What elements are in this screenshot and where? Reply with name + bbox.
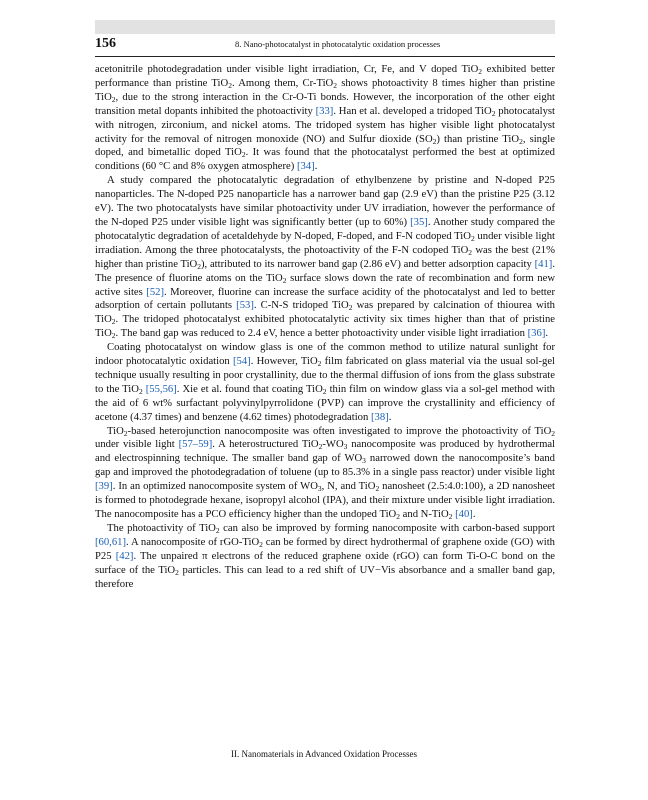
text-run: can be formed by direct hydrothermal of graphene oxide (GO) with P25 <box>95 536 555 562</box>
citation-link[interactable]: [54] <box>232 356 251 368</box>
subscript: 2 <box>375 484 380 494</box>
text-run: . Han et al. developed a tridoped TiO <box>333 105 492 117</box>
subscript: 2 <box>282 275 287 285</box>
subscript: 2 <box>322 386 327 396</box>
citation-link[interactable]: [36] <box>527 328 546 340</box>
subscript: 2 <box>468 247 473 257</box>
subscript: 2 <box>259 539 263 549</box>
text-run: . <box>545 328 549 340</box>
page-header <box>95 36 555 57</box>
text-run: ) than pristine TiO <box>436 133 520 145</box>
text-run: nanocomposite was produced by hydrothermal and electrospinning technique. The smaller band gap of WO <box>95 439 556 465</box>
paragraph <box>95 63 555 174</box>
citation-link[interactable]: [60,61] <box>95 536 127 548</box>
text-run: , single doped, and bimetallic doped TiO <box>95 133 555 159</box>
text-run: . Moreover, fluorine can increase the surface acidity of the photocatalyst and led to better adsorption of certain pollutants <box>95 286 555 312</box>
text-run: particles. This can lead to a red shift of UV−Vis absorbance and a smaller band gap, therefore <box>95 564 556 590</box>
text-run: . In an optimized nanocomposite system of WO <box>112 481 318 493</box>
paragraph <box>95 522 555 592</box>
text-run: . <box>314 161 318 173</box>
text-run: . Xie et al. found that coating TiO <box>176 383 323 395</box>
text-run: under visible light irradiation. Among the three photocatalysts, the photoactivity of the F-N codoped TiO <box>95 230 555 256</box>
text-run: under visible light <box>95 439 179 451</box>
text-run: can also be improved by forming nanocomposite with carbon-based support <box>219 522 555 534</box>
subscript: 2 <box>111 331 116 341</box>
running-title: 8. Nano-photocatalyst in photocatalytic oxidation processes <box>235 39 441 49</box>
subscript: 2 <box>432 136 437 146</box>
paragraph <box>95 341 555 424</box>
text-run: . The presence of fluorine atoms on the TiO <box>95 258 555 284</box>
subscript: 2 <box>470 233 475 243</box>
text-run: narrowed down the nanocomposite’s band gap and improved the photodegradation of toluene (up to 85.3% in a single pass reactor) under visible light <box>95 453 555 479</box>
subscript: 2 <box>333 80 337 90</box>
text-run: . <box>472 509 476 520</box>
text-run: -based heterojunction nanocomposite was often investigated to improve the photoactivity of TiO <box>127 425 552 437</box>
citation-link[interactable]: [55,56] <box>145 383 177 395</box>
subscript: 2 <box>215 525 220 535</box>
text-run: shows photoactivity 8 times higher than pristine TiO <box>95 77 555 103</box>
text-run: . It was found that the photocatalyst performed the best at optimized conditions (60 °C and 8% oxygen atmosphere) <box>95 147 556 173</box>
text-run: . A nanocomposite of rGO-TiO <box>126 536 260 548</box>
subscript: 3 <box>362 456 366 466</box>
subscript: 2 <box>478 67 483 76</box>
subscript: 2 <box>138 386 143 396</box>
text-run: . A heterostructured TiO <box>212 439 319 451</box>
subscript: 2 <box>491 108 496 118</box>
text-run: , N, and TiO <box>321 481 376 493</box>
text-run: was the best (21% higher than pristine TiO <box>95 244 555 270</box>
citation-link[interactable]: [52] <box>146 286 165 298</box>
text-run: . The band gap was reduced to 2.4 eV, hence a better photoactivity under visible light irradiation <box>115 328 528 340</box>
citation-link[interactable]: [35] <box>410 216 428 228</box>
subscript: 2 <box>317 359 322 369</box>
text-run: exhibited better performance than pristine TiO <box>95 64 556 89</box>
citation-link[interactable]: [33] <box>315 105 334 117</box>
citation-link[interactable]: [53] <box>236 300 254 312</box>
subscript: 2 <box>197 261 201 271</box>
text-run: acetonitrile photodegradation under visible light irradiation, Cr, Fe, and V doped TiO <box>95 64 479 75</box>
page-number: 156 <box>95 36 116 51</box>
subscript: 2 <box>228 80 232 90</box>
citation-link[interactable]: [42] <box>115 550 134 562</box>
text-run: ), attributed to its narrower band gap (2.86 eV) and better adsorption capacity <box>201 258 535 270</box>
subscript: 2 <box>551 428 555 438</box>
citation-link[interactable]: [41] <box>534 258 553 270</box>
text-run: . Another study compared the photocatalytic degradation of acetaldehyde by N-doped, F-doped, and F-N codoped TiO <box>95 216 555 242</box>
subscript: 2 <box>448 512 453 521</box>
citation-link[interactable]: [39] <box>95 481 113 493</box>
subscript: 2 <box>348 303 353 313</box>
subscript: 2 <box>519 136 523 146</box>
text-run: Coating photocatalyst on window glass is one of the common method to utilize natural sunlight for indoor photocatalytic oxidation <box>95 342 555 368</box>
citation-link[interactable]: [34] <box>296 161 315 173</box>
body-text <box>95 63 555 591</box>
subscript: 2 <box>241 150 246 160</box>
text-run: . C-N-S tridoped TiO <box>253 300 349 312</box>
subscript: 2 <box>175 567 179 577</box>
text-run: photocatalyst with nitrogen, zirconium, and nickel atoms. The tridoped system has higher visible light photocatalyst activity for the removal of nitrogen monoxide (NO) and Sulfur dioxide (SO <box>95 105 555 145</box>
subscript: 2 <box>396 512 400 521</box>
subscript: 2 <box>111 94 116 104</box>
paragraph <box>95 425 555 522</box>
subscript: 2 <box>111 317 116 327</box>
citation-link[interactable]: [38] <box>370 411 389 423</box>
page-footer: II. Nanomaterials in Advanced Oxidation Processes <box>231 749 417 759</box>
citation-link[interactable]: [40] <box>455 509 473 520</box>
subscript: 2 <box>318 442 323 452</box>
text-run: The photoactivity of TiO <box>107 522 216 534</box>
text-run: film fabricated on glass material via the usual sol-gel technique usually resulting in poor crystallinity, due to the thermal diffusion of ions from the glass substrate to the TiO <box>95 356 556 395</box>
text-run: A study compared the photocatalytic degradation of ethylbenzene by pristine and N-doped P25 nanoparticles. The N-doped P25 nanoparticle has a narrower band gap (2.9 eV) than the pristine P25 (3.12 eV). The two photocatalysts have similar photoactivity under UV irradiation, however the performance of the N-doped P25 under visible light was significantly better (up to 60%) <box>95 175 555 228</box>
text-run: -WO <box>322 439 344 451</box>
text-run: . The tridoped photocatalyst exhibited photocatalytic activity six times higher than that of pristine TiO <box>95 314 555 340</box>
text-run: . However, TiO <box>250 356 318 368</box>
text-run: nanosheet (2.5:4.0:100), a 2D nanosheet is formed to photodegrade hexane, isopropyl alcohol (IPA), and their mixture under visible light irradiation. The nanocomposite has a PCO efficiency higher than the undoped TiO <box>95 481 555 520</box>
text-run: . The unpaired π electrons of the reduced graphene oxide (rGO) can form Ti-O-C bond on the surface of the TiO <box>95 550 556 576</box>
paragraph <box>95 174 555 341</box>
text-run: , due to the strong interaction in the Cr-O-Ti bonds. However, the incorporation of the other eight transition metal dopants inhibited the photoactivity <box>95 91 555 117</box>
text-run: . Among them, Cr-TiO <box>231 77 334 89</box>
subscript: 3 <box>317 484 322 494</box>
text-run: . <box>388 411 392 423</box>
citation-link[interactable]: [57–59] <box>178 439 213 451</box>
subscript: 2 <box>123 428 128 438</box>
text-run: surface slows down the rate of recombination and form new active sites <box>95 272 556 298</box>
text-run: was prepared by calcination of thiourea with TiO <box>95 300 555 326</box>
subscript: 3 <box>343 442 348 452</box>
header-bar <box>95 20 555 34</box>
text-run: and N-TiO <box>399 509 449 520</box>
text-run: TiO <box>107 425 124 437</box>
text-run: thin film on window glass via a sol-gel method with the aid of 6 wt% surfactant polyvinylpyrrolidone (PVP) can improve the crystallinity and efficiency of acetone (4.37 times) and benzene (4.62 times) photodegradation <box>95 383 555 423</box>
